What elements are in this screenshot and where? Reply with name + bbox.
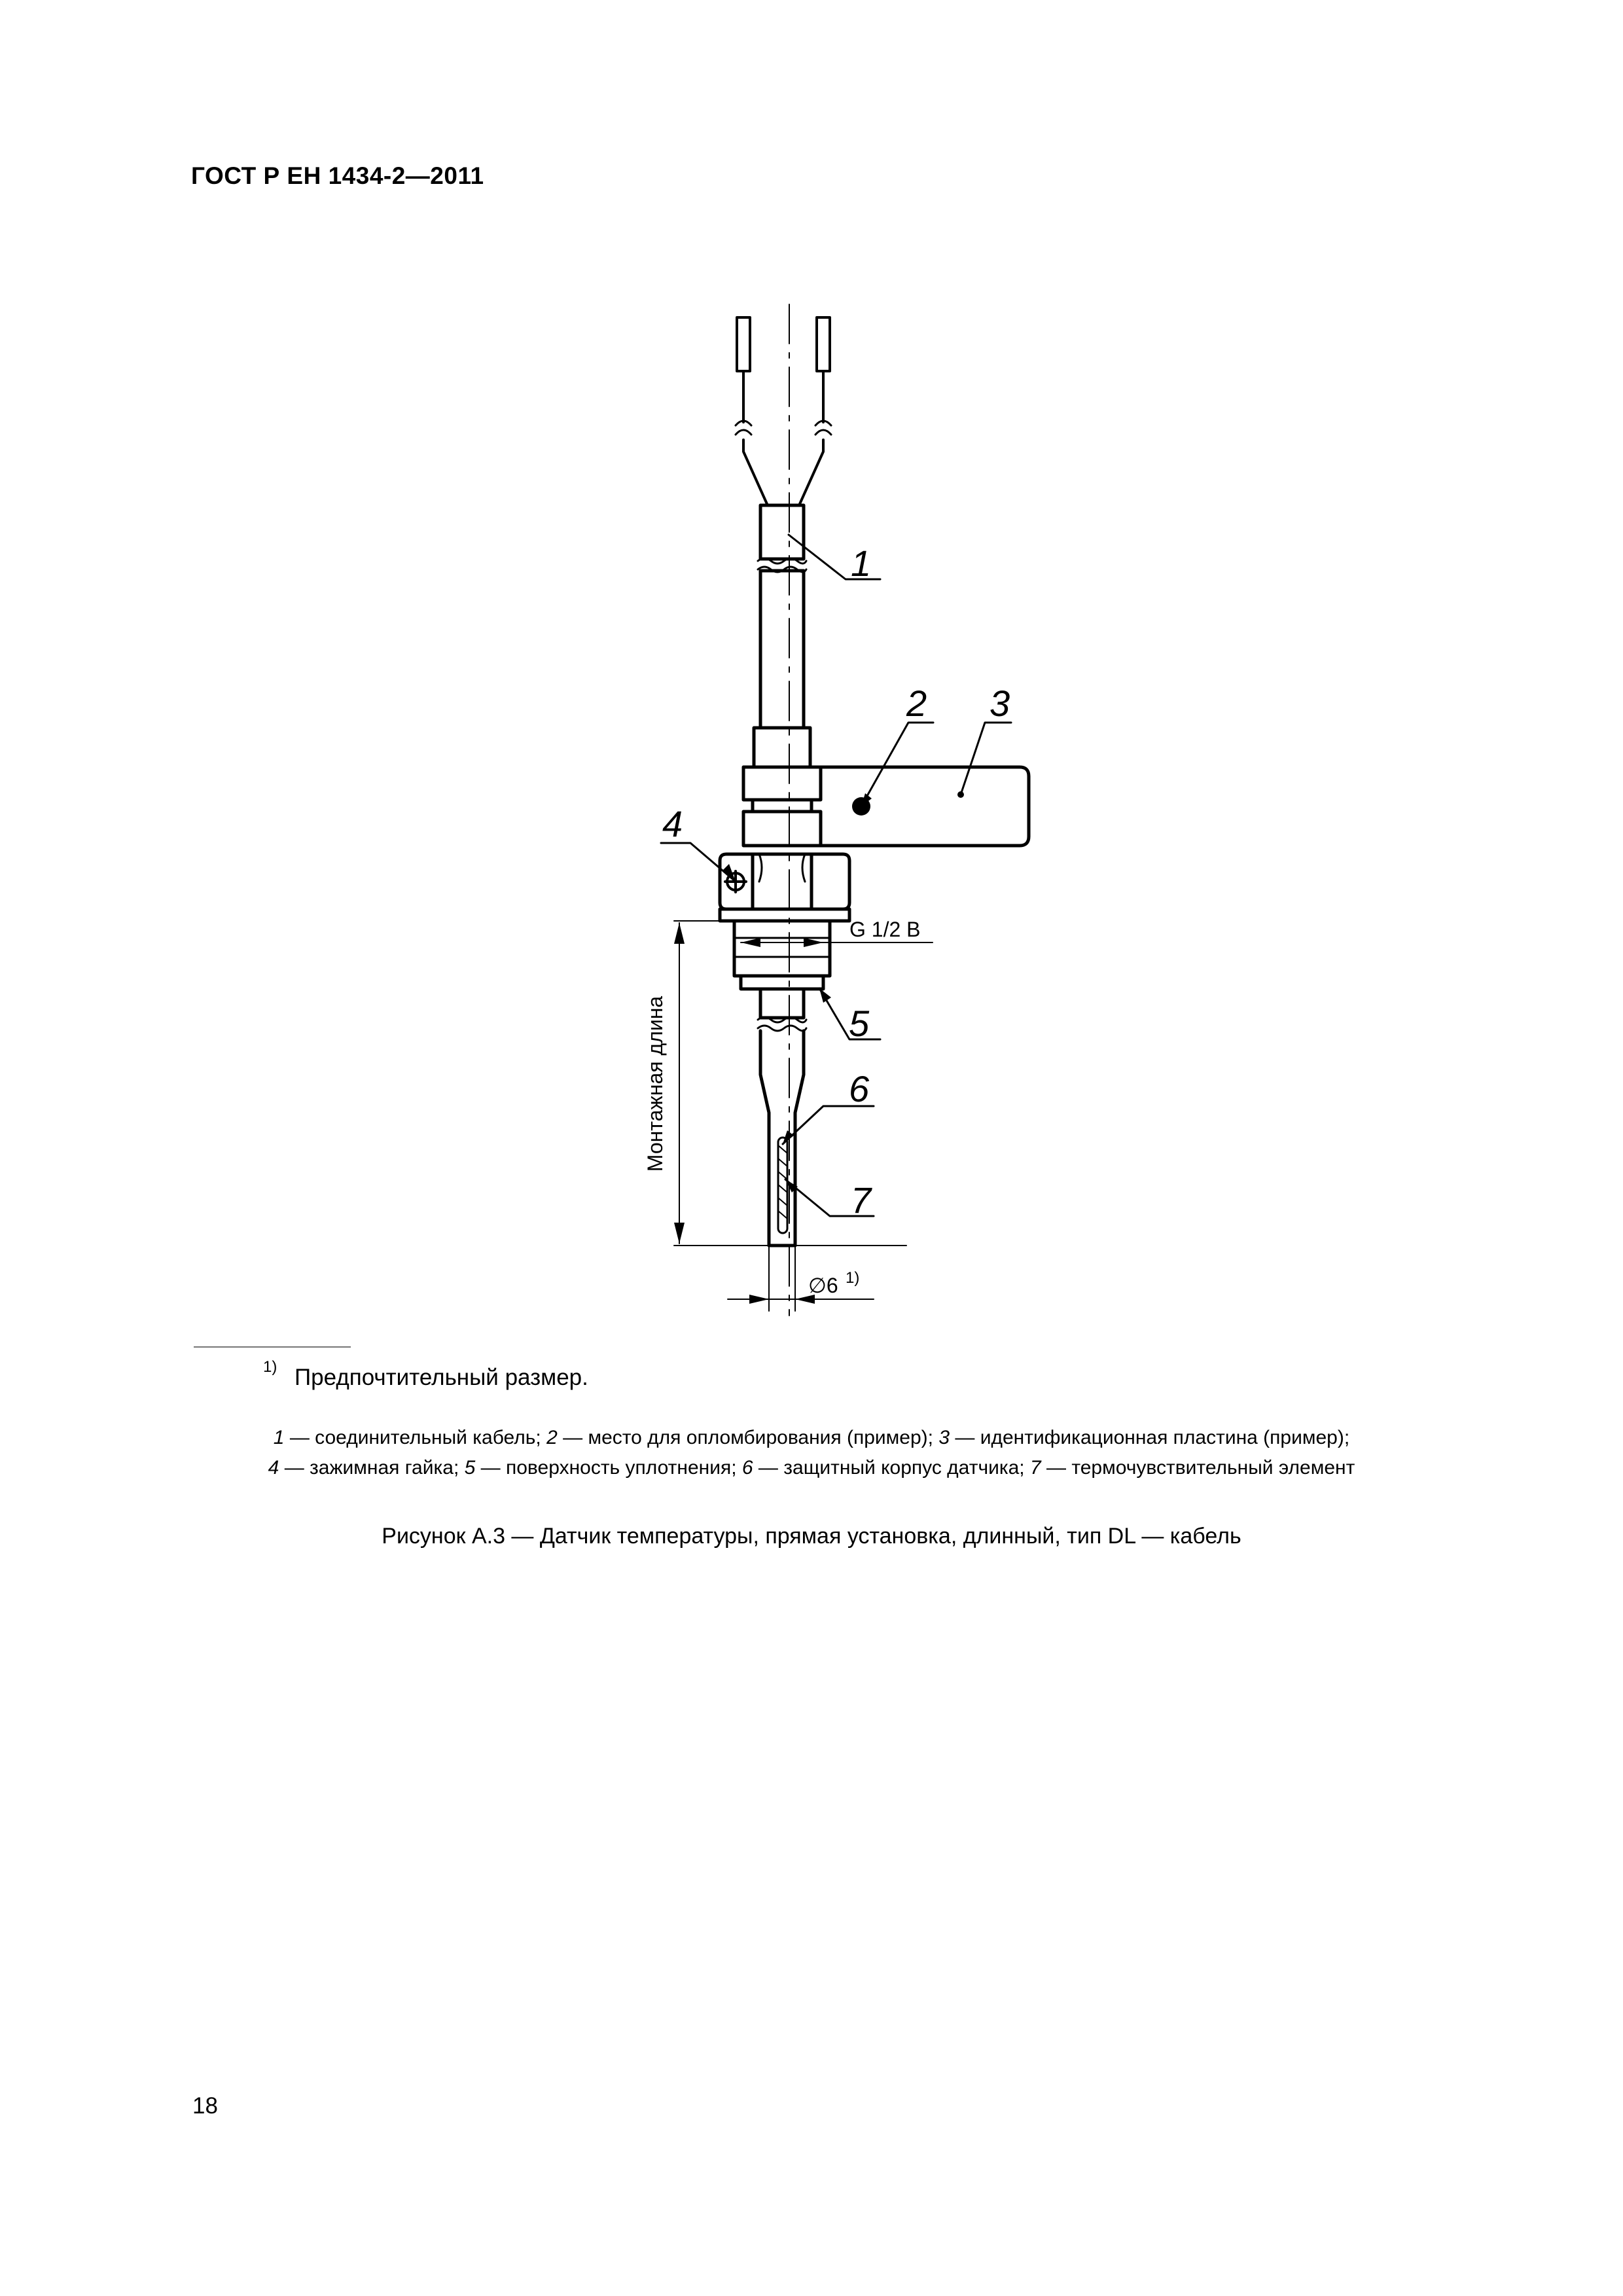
label-7: 7 [851, 1179, 872, 1221]
legend-line-2: 4 — зажимная гайка; 5 — поверхность уплотнения; 6 — защитный корпус датчика; 7 — термочувствительный элемент [268, 1457, 1355, 1479]
legend-text-4: зажимная гайка [310, 1457, 454, 1479]
document-header: ГОСТ Р ЕН 1434-2—2011 [191, 162, 484, 189]
legend-num-1: 1 [273, 1427, 285, 1448]
legend-num-3: 3 [938, 1427, 950, 1448]
legend-num-2: 2 [546, 1427, 558, 1448]
footnote-rule [194, 1346, 351, 1348]
legend-text-3: идентификационная пластина (пример) [980, 1427, 1344, 1448]
legend-text-7: термочувствительный элемент [1071, 1457, 1355, 1479]
mounting-length-label: Монтажная длина [643, 996, 667, 1172]
label-3: 3 [990, 683, 1010, 724]
legend-text-6: защитный корпус датчика [783, 1457, 1020, 1479]
footnote-marker: 1) [263, 1358, 277, 1376]
page-number: 18 [192, 2093, 218, 2119]
legend-line-1: 1 — соединительный кабель; 2 — место для опломбирования (пример); 3 — идентификационная пластина (пример); [273, 1427, 1350, 1448]
label-5: 5 [849, 1003, 870, 1044]
label-1: 1 [851, 543, 872, 584]
legend-text-2: место для опломбирования (пример) [588, 1427, 928, 1448]
legend-text-1: соединительный кабель [315, 1427, 536, 1448]
label-6: 6 [849, 1068, 870, 1109]
legend-num-6: 6 [741, 1457, 753, 1479]
legend-num-4: 4 [268, 1457, 279, 1479]
legend-num-5: 5 [464, 1457, 476, 1479]
legend-text-5: поверхность уплотнения [506, 1457, 732, 1479]
legend-num-7: 7 [1029, 1457, 1041, 1479]
thread-label: G 1/2 B [849, 918, 921, 941]
diameter-superscript: 1) [846, 1269, 860, 1287]
footnote [263, 1358, 588, 1391]
label-4: 4 [662, 803, 683, 844]
footnote-text: Предпочтительный размер. [294, 1365, 588, 1390]
figure-caption: Рисунок А.3 — Датчик температуры, прямая установка, длинный, тип DL — кабель [382, 1524, 1241, 1549]
label-2: 2 [906, 683, 927, 724]
diameter-label: ∅6 [808, 1274, 838, 1297]
